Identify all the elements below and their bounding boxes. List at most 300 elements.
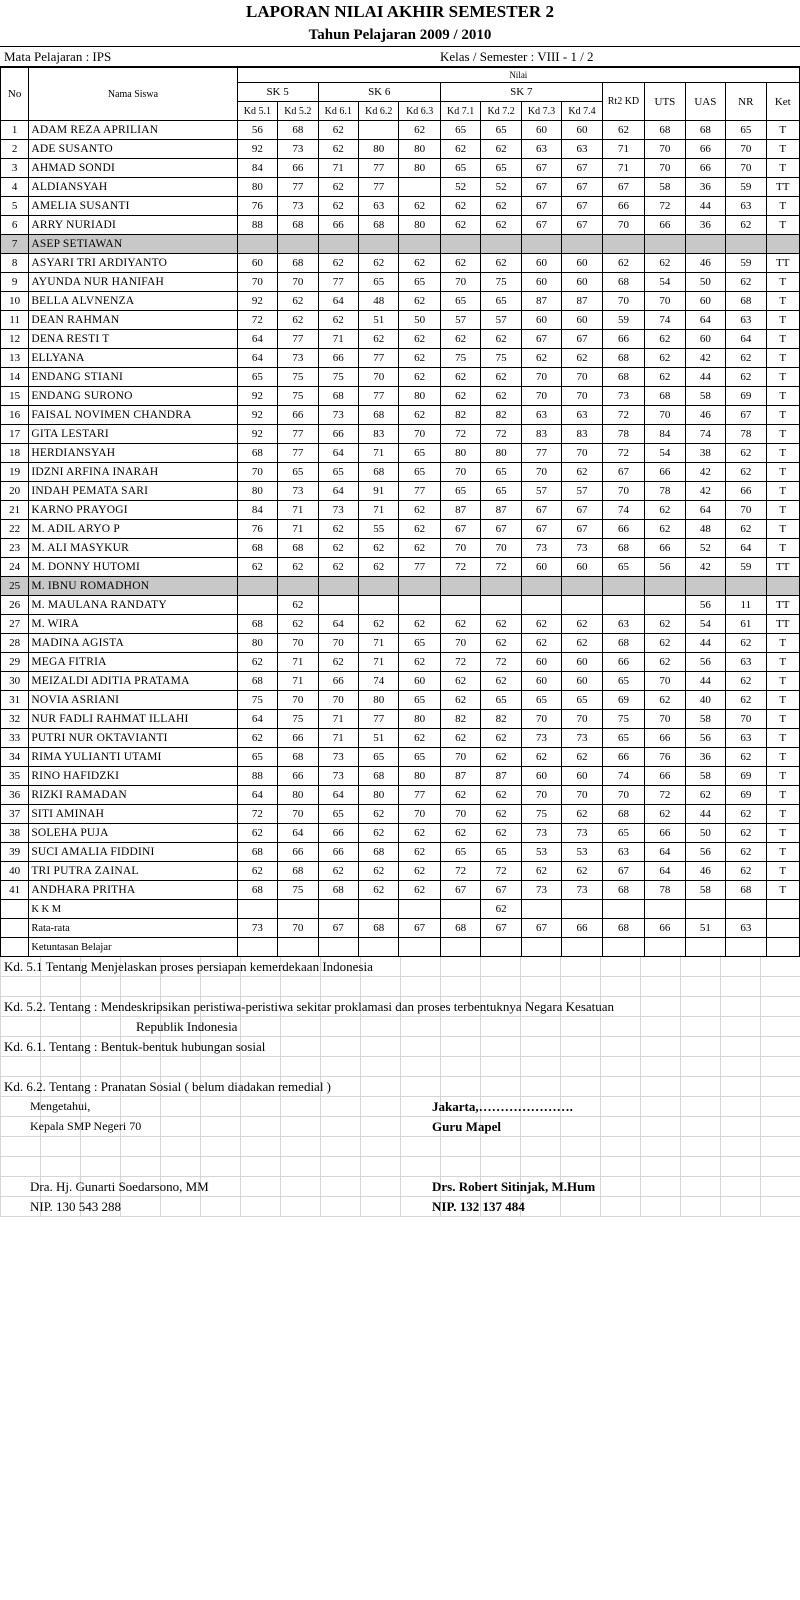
grade-cell: 62: [645, 634, 685, 653]
table-row: [1, 843, 800, 862]
grade-cell: 75: [278, 881, 318, 900]
grade-cell: 62: [359, 254, 399, 273]
student-name: BELLA ALVNENZA: [29, 292, 237, 311]
grade-cell: 77: [318, 273, 358, 292]
col-kd-header: Kd 6.3: [399, 102, 440, 121]
grade-cell: 77: [278, 425, 318, 444]
grade-cell: 70: [399, 805, 440, 824]
grade-cell: T: [766, 881, 799, 900]
grade-cell: 63: [726, 311, 766, 330]
grade-cell: 70: [645, 292, 685, 311]
grade-cell: 66: [602, 653, 644, 672]
grade-cell: 66: [726, 482, 766, 501]
grade-cell: 60: [562, 672, 602, 691]
grade-cell: 70: [645, 710, 685, 729]
row-no: 14: [1, 368, 29, 387]
col-kd-header: Kd 7.3: [521, 102, 561, 121]
col-kd-header: Kd 7.4: [562, 102, 602, 121]
grade-cell: 74: [645, 311, 685, 330]
grade-cell: 65: [440, 843, 480, 862]
average-value: 66: [645, 919, 685, 938]
grade-cell: 63: [726, 729, 766, 748]
grade-cell: 87: [481, 767, 521, 786]
grade-cell: 74: [602, 767, 644, 786]
grade-cell: 67: [521, 501, 561, 520]
row-no: 31: [1, 691, 29, 710]
group-sk7-header: SK 7: [440, 83, 602, 102]
grade-cell: 62: [645, 368, 685, 387]
grade-cell: [766, 577, 799, 596]
grade-cell: 70: [521, 786, 561, 805]
grade-cell: 80: [440, 444, 480, 463]
grade-cell: 62: [726, 273, 766, 292]
grade-cell: 67: [562, 178, 602, 197]
grade-cell: 62: [645, 805, 685, 824]
grade-cell: 70: [318, 691, 358, 710]
kkm-value: 62: [481, 900, 521, 919]
grade-cell: [237, 235, 277, 254]
grade-cell: 92: [237, 425, 277, 444]
row-no: 28: [1, 634, 29, 653]
student-name: M. ALI MASYKUR: [29, 539, 237, 558]
grade-cell: 62: [440, 387, 480, 406]
grade-cell: 62: [562, 748, 602, 767]
grade-cell: 62: [399, 881, 440, 900]
grade-cell: 64: [237, 330, 277, 349]
col-no-header: No: [1, 68, 29, 121]
grade-cell: 64: [685, 501, 725, 520]
grade-cell: 62: [481, 368, 521, 387]
grade-cell: [318, 235, 358, 254]
grade-cell: 73: [562, 824, 602, 843]
grade-cell: 72: [481, 425, 521, 444]
student-name: PUTRI NUR OKTAVIANTI: [29, 729, 237, 748]
average-value: 68: [359, 919, 399, 938]
grade-cell: 77: [278, 330, 318, 349]
grade-cell: 60: [521, 558, 561, 577]
ketuntasan-label: Ketuntasan Belajar: [29, 938, 237, 957]
student-name: M. DONNY HUTOMI: [29, 558, 237, 577]
grade-cell: 68: [359, 406, 399, 425]
grade-cell: 78: [602, 425, 644, 444]
grade-cell: 68: [602, 349, 644, 368]
grade-cell: 84: [645, 425, 685, 444]
grade-cell: [440, 596, 480, 615]
row-no: 20: [1, 482, 29, 501]
grade-cell: 68: [726, 881, 766, 900]
table-row: [1, 577, 800, 596]
grade-cell: 62: [318, 178, 358, 197]
grade-cell: 77: [521, 444, 561, 463]
row-no: 33: [1, 729, 29, 748]
grade-cell: 67: [602, 862, 644, 881]
grade-cell: 73: [278, 349, 318, 368]
student-name: AMELIA SUSANTI: [29, 197, 237, 216]
table-row: [1, 482, 800, 501]
grade-cell: [602, 577, 644, 596]
row-no: 15: [1, 387, 29, 406]
table-row: [1, 425, 800, 444]
grade-cell: 67: [481, 520, 521, 539]
notes-section: [0, 957, 800, 1217]
grade-cell: 65: [481, 843, 521, 862]
grade-cell: T: [766, 729, 799, 748]
grade-cell: 68: [278, 862, 318, 881]
grade-cell: [359, 235, 399, 254]
grade-cell: 72: [481, 558, 521, 577]
grade-cell: 59: [726, 558, 766, 577]
col-kd-header: Kd 6.2: [359, 102, 399, 121]
grade-cell: 65: [481, 482, 521, 501]
student-name: ENDANG SURONO: [29, 387, 237, 406]
grade-cell: 77: [359, 349, 399, 368]
grade-cell: 70: [602, 216, 644, 235]
grade-cell: 62: [481, 729, 521, 748]
grade-cell: 72: [237, 805, 277, 824]
grade-cell: 60: [562, 767, 602, 786]
table-row: [1, 159, 800, 178]
row-no: 35: [1, 767, 29, 786]
grade-cell: 42: [685, 482, 725, 501]
grade-cell: 82: [440, 406, 480, 425]
grade-cell: 62: [359, 862, 399, 881]
grade-cell: 66: [318, 349, 358, 368]
grade-cell: 70: [521, 368, 561, 387]
grade-cell: 73: [318, 501, 358, 520]
grade-cell: T: [766, 634, 799, 653]
grade-cell: 48: [685, 520, 725, 539]
grade-cell: 58: [685, 387, 725, 406]
grade-cell: 72: [645, 786, 685, 805]
grade-cell: 62: [481, 748, 521, 767]
table-row: [1, 311, 800, 330]
average-value: 67: [481, 919, 521, 938]
subject-label: Mata Pelajaran : IPS: [4, 49, 112, 64]
grade-cell: 60: [562, 558, 602, 577]
col-rt2kd-header: Rt2 KD: [602, 83, 644, 121]
grade-cell: 62: [562, 615, 602, 634]
grade-cell: 62: [481, 197, 521, 216]
grade-cell: 71: [278, 501, 318, 520]
student-name: M. WIRA: [29, 615, 237, 634]
grade-cell: 62: [726, 349, 766, 368]
sig-row-3: [0, 1177, 800, 1197]
grade-cell: 67: [521, 520, 561, 539]
average-label: Rata-rata: [29, 919, 237, 938]
grade-cell: T: [766, 197, 799, 216]
grade-cell: 73: [278, 482, 318, 501]
grade-cell: 57: [521, 482, 561, 501]
grade-cell: 72: [645, 197, 685, 216]
grade-cell: 66: [645, 216, 685, 235]
grade-cell: 66: [318, 843, 358, 862]
grade-cell: 57: [440, 311, 480, 330]
grade-cell: 70: [521, 710, 561, 729]
grade-cell: 63: [726, 197, 766, 216]
average-row: [1, 919, 800, 938]
grade-cell: 66: [602, 330, 644, 349]
grade-cell: 87: [481, 501, 521, 520]
grade-cell: T: [766, 387, 799, 406]
grade-cell: 50: [685, 824, 725, 843]
grade-cell: 78: [726, 425, 766, 444]
grade-cell: TT: [766, 558, 799, 577]
grade-cell: 64: [645, 843, 685, 862]
grade-cell: 66: [278, 406, 318, 425]
grade-cell: [562, 235, 602, 254]
table-row: [1, 520, 800, 539]
grade-cell: [645, 596, 685, 615]
grade-cell: 44: [685, 634, 725, 653]
grade-cell: 65: [237, 748, 277, 767]
grade-cell: 62: [645, 349, 685, 368]
grade-cell: 62: [726, 444, 766, 463]
grade-cell: 59: [726, 178, 766, 197]
grade-cell: 62: [399, 653, 440, 672]
grade-cell: 66: [602, 197, 644, 216]
grade-cell: 87: [562, 292, 602, 311]
grade-cell: 54: [645, 273, 685, 292]
grade-cell: 92: [237, 387, 277, 406]
grade-cell: [481, 577, 521, 596]
col-kd-header: Kd 5.2: [278, 102, 318, 121]
grade-cell: 36: [685, 216, 725, 235]
grade-cell: 62: [726, 805, 766, 824]
grade-cell: 65: [399, 444, 440, 463]
grade-cell: 62: [726, 368, 766, 387]
grade-cell: 68: [278, 539, 318, 558]
grade-cell: T: [766, 710, 799, 729]
grade-cell: 60: [562, 653, 602, 672]
grade-cell: 66: [602, 520, 644, 539]
table-row: [1, 672, 800, 691]
grade-cell: 62: [399, 349, 440, 368]
grade-cell: 65: [399, 273, 440, 292]
grade-cell: 64: [318, 482, 358, 501]
grade-cell: 62: [318, 558, 358, 577]
grade-cell: 62: [399, 292, 440, 311]
grade-cell: 66: [645, 767, 685, 786]
student-name: FAISAL NOVIMEN CHANDRA: [29, 406, 237, 425]
grade-cell: 56: [685, 596, 725, 615]
report-subtitle: Tahun Pelajaran 2009 / 2010: [308, 27, 492, 43]
grade-cell: 62: [399, 520, 440, 539]
grade-cell: 62: [481, 786, 521, 805]
grade-cell: 44: [685, 197, 725, 216]
grade-cell: 82: [481, 710, 521, 729]
grade-cell: 67: [562, 216, 602, 235]
grade-cell: T: [766, 330, 799, 349]
grade-cell: 75: [602, 710, 644, 729]
col-kd-header: Kd 6.1: [318, 102, 358, 121]
grade-cell: 65: [481, 159, 521, 178]
grade-cell: 65: [602, 558, 644, 577]
grade-cell: [359, 121, 399, 140]
grade-cell: 72: [440, 862, 480, 881]
grade-cell: 62: [359, 805, 399, 824]
grade-cell: 38: [685, 444, 725, 463]
grade-cell: 60: [521, 653, 561, 672]
grade-cell: T: [766, 748, 799, 767]
note-kd52-cont: Republik Indonesia: [0, 1017, 800, 1037]
student-name: TRI PUTRA ZAINAL: [29, 862, 237, 881]
row-no: 13: [1, 349, 29, 368]
grade-cell: 65: [521, 691, 561, 710]
grade-cell: 71: [278, 653, 318, 672]
row-no: 5: [1, 197, 29, 216]
grade-cell: 62: [726, 634, 766, 653]
student-name: MADINA AGISTA: [29, 634, 237, 653]
grade-cell: T: [766, 406, 799, 425]
grade-cell: 80: [278, 786, 318, 805]
grade-cell: 62: [726, 216, 766, 235]
grade-cell: 46: [685, 406, 725, 425]
grade-cell: 71: [318, 330, 358, 349]
grade-cell: 62: [726, 520, 766, 539]
grade-cell: 70: [440, 805, 480, 824]
grade-cell: 67: [562, 520, 602, 539]
grade-cell: 84: [237, 501, 277, 520]
grade-cell: 70: [521, 387, 561, 406]
grade-cell: 68: [359, 843, 399, 862]
grade-cell: 62: [359, 558, 399, 577]
grade-cell: 62: [481, 824, 521, 843]
grade-cell: 62: [645, 615, 685, 634]
grade-cell: [726, 577, 766, 596]
grade-cell: 68: [237, 881, 277, 900]
row-no: 1: [1, 121, 29, 140]
table-row: [1, 140, 800, 159]
grade-cell: [481, 596, 521, 615]
grade-cell: 62: [318, 862, 358, 881]
average-value: 73: [237, 919, 277, 938]
grade-cell: T: [766, 672, 799, 691]
grade-cell: 65: [602, 729, 644, 748]
grade-cell: 68: [237, 444, 277, 463]
table-row: [1, 368, 800, 387]
grade-cell: 40: [685, 691, 725, 710]
grade-cell: 62: [440, 216, 480, 235]
grade-cell: 80: [237, 482, 277, 501]
grade-cell: 62: [278, 558, 318, 577]
grade-cell: 58: [645, 178, 685, 197]
grade-cell: 72: [440, 653, 480, 672]
grade-cell: 62: [726, 691, 766, 710]
grade-cell: 70: [645, 159, 685, 178]
grade-cell: 73: [562, 539, 602, 558]
grade-cell: 92: [237, 406, 277, 425]
grade-cell: 72: [440, 558, 480, 577]
table-row: [1, 254, 800, 273]
grade-cell: 68: [645, 387, 685, 406]
student-name: GITA LESTARI: [29, 425, 237, 444]
grade-cell: 72: [481, 653, 521, 672]
table-row: [1, 824, 800, 843]
grade-cell: 58: [685, 767, 725, 786]
grade-cell: 65: [481, 691, 521, 710]
grade-cell: 75: [318, 368, 358, 387]
grade-cell: T: [766, 691, 799, 710]
student-name: DENA RESTI T: [29, 330, 237, 349]
average-value: 63: [726, 919, 766, 938]
grade-cell: 67: [521, 178, 561, 197]
grade-cell: 74: [602, 501, 644, 520]
grade-cell: TT: [766, 596, 799, 615]
grade-cell: 67: [602, 178, 644, 197]
grade-cell: T: [766, 292, 799, 311]
table-row: [1, 349, 800, 368]
grade-cell: T: [766, 463, 799, 482]
grade-cell: 62: [318, 539, 358, 558]
grade-cell: 67: [562, 501, 602, 520]
row-no: 2: [1, 140, 29, 159]
grade-cell: 62: [481, 634, 521, 653]
grade-cell: 52: [685, 539, 725, 558]
table-row: [1, 748, 800, 767]
table-row: [1, 121, 800, 140]
grade-cell: 70: [562, 444, 602, 463]
grade-cell: 62: [237, 824, 277, 843]
grade-cell: 77: [359, 387, 399, 406]
grade-cell: 68: [237, 672, 277, 691]
sig-right-place: Jakarta,………………….: [432, 1099, 573, 1114]
grade-cell: T: [766, 121, 799, 140]
sig-right-name: Drs. Robert Sitinjak, M.Hum: [432, 1179, 596, 1194]
grade-cell: T: [766, 520, 799, 539]
grade-cell: 65: [440, 482, 480, 501]
grade-cell: 62: [521, 862, 561, 881]
table-row: [1, 387, 800, 406]
grade-cell: 56: [685, 843, 725, 862]
grade-cell: [562, 596, 602, 615]
grade-cell: 65: [726, 121, 766, 140]
grade-cell: 46: [685, 254, 725, 273]
grade-cell: 62: [481, 140, 521, 159]
grade-cell: 63: [602, 615, 644, 634]
grade-cell: 65: [440, 159, 480, 178]
grade-cell: 42: [685, 463, 725, 482]
sig-left-name: Dra. Hj. Gunarti Soedarsono, MM: [30, 1179, 209, 1194]
grade-cell: 65: [602, 672, 644, 691]
grade-cell: 62: [399, 197, 440, 216]
average-value: 67: [399, 919, 440, 938]
grade-cell: 66: [685, 159, 725, 178]
grade-cell: 65: [399, 463, 440, 482]
sig-row-2: [0, 1117, 800, 1137]
sig-left-label: Mengetahui,: [30, 1099, 91, 1113]
grade-cell: 73: [318, 406, 358, 425]
table-row: [1, 444, 800, 463]
grade-cell: 68: [645, 121, 685, 140]
row-no: 34: [1, 748, 29, 767]
grade-cell: 65: [399, 634, 440, 653]
grade-cell: [399, 577, 440, 596]
grade-cell: 62: [645, 691, 685, 710]
grade-cell: [521, 577, 561, 596]
grade-cell: 68: [278, 254, 318, 273]
student-name: M. ADIL ARYO P: [29, 520, 237, 539]
grade-cell: 65: [359, 748, 399, 767]
grade-cell: 68: [602, 539, 644, 558]
grade-cell: 72: [440, 425, 480, 444]
grade-cell: 77: [278, 178, 318, 197]
grade-cell: 60: [521, 672, 561, 691]
row-no: 30: [1, 672, 29, 691]
grade-cell: 63: [602, 843, 644, 862]
grade-cell: 68: [726, 292, 766, 311]
grade-cell: 66: [318, 824, 358, 843]
grade-cell: 74: [685, 425, 725, 444]
